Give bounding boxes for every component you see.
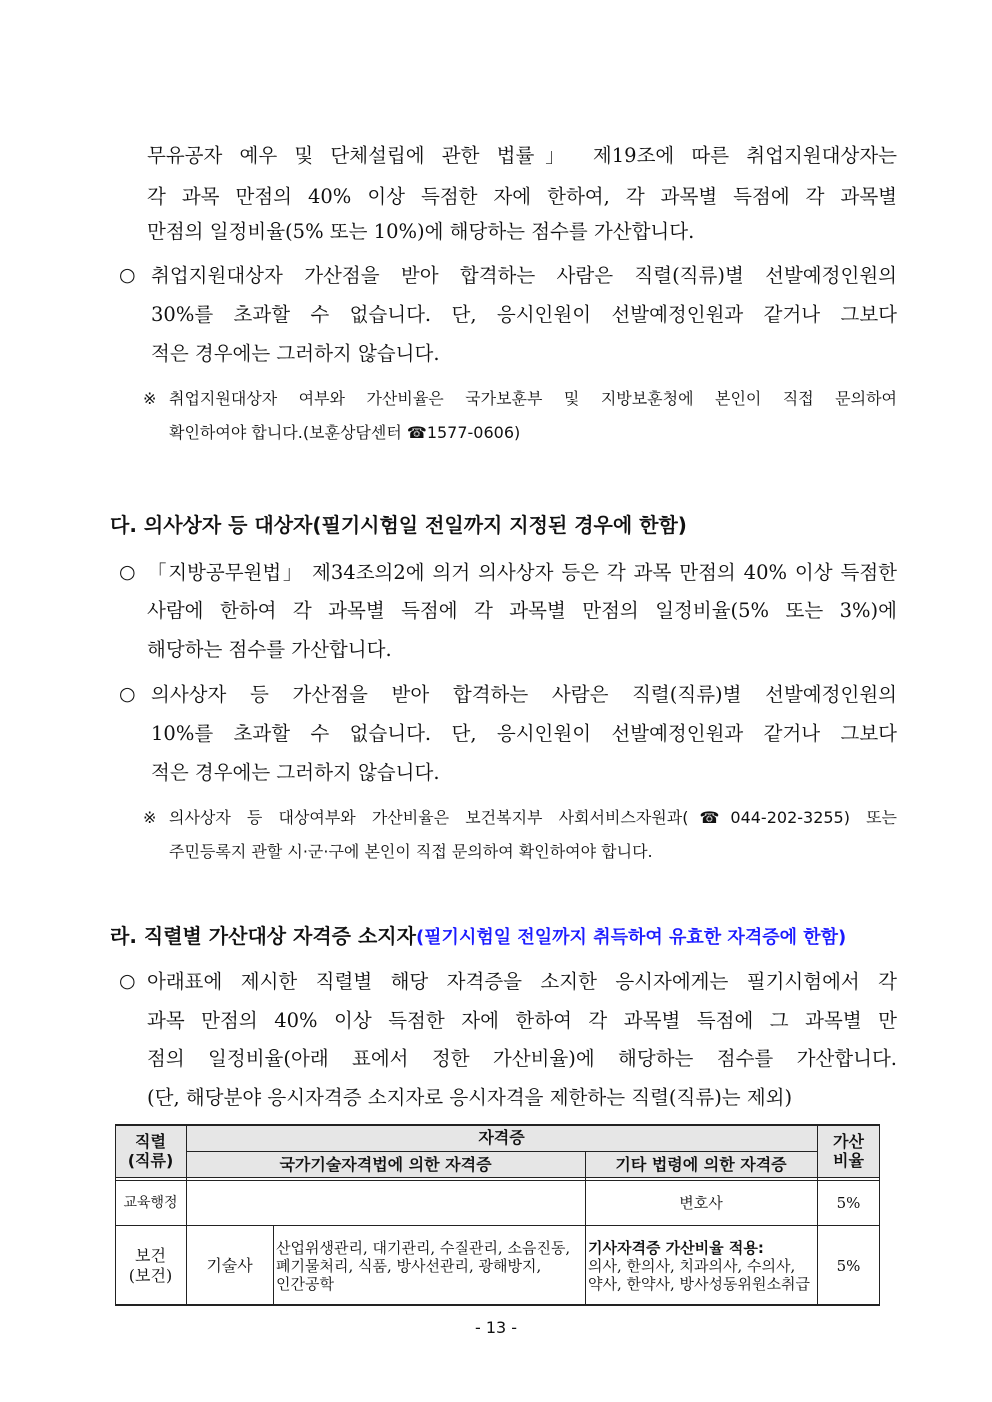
header-series-line1: 직렬: [135, 1131, 166, 1151]
header-other: 기타 법령에 의한 자격증: [585, 1151, 817, 1178]
header-ratio-line2: 비율: [833, 1151, 864, 1170]
table-line: [186, 1151, 817, 1152]
row1-series: 교육행정: [123, 1194, 178, 1211]
bullet-circle: ○: [119, 264, 136, 286]
row2-other-bold: 기사자격증 가산비율 적용:: [588, 1238, 764, 1257]
para1-line2: 각 과목 만점의 40% 이상 득점한 자에 한하여, 각 과목별 득점에 각 과목별: [147, 185, 897, 208]
table-border-top: [115, 1124, 880, 1126]
table-border-bottom: [115, 1304, 880, 1306]
para5-line1: 아래표에 제시한 직렬별 해당 자격증을 소지한 응시자에게는 필기시험에서 각: [147, 970, 897, 993]
para2-line2: 30%를 초과할 수 없습니다. 단, 응시인원이 선발예정인원과 같거나 그보다: [151, 303, 897, 326]
para5-line3: 점의 일정비율(아래 표에서 정한 가산비율)에 해당하는 점수를 가산합니다.: [147, 1047, 897, 1070]
header-ratio-line1: 가산: [833, 1131, 864, 1151]
para1-line1: 무유공자 예우 및 단체설립에 관한 법률」 제19조에 따른 취업지원대상자는: [147, 144, 897, 167]
para2-line1: 취업지원대상자 가산점을 받아 합격하는 사람은 직렬(직류)별 선발예정인원의: [151, 264, 897, 287]
table-line: [115, 1177, 880, 1178]
row1-ratio: 5%: [836, 1194, 861, 1212]
row2-national-line3: 인간공학: [276, 1274, 334, 1293]
row2-national: [273, 1225, 585, 1306]
note1-line1: 취업지원대상자 여부와 가산비율은 국가보훈부 및 지방보훈청에 본인이 직접 문의하여: [169, 389, 897, 408]
row1-national: [186, 1181, 585, 1225]
row2-series-line1: 보건: [135, 1246, 166, 1266]
note2-line2: 주민등록지 관할 시·군·구에 본인이 직접 문의하여 확인하여야 합니다.: [169, 842, 653, 861]
row2-series: [115, 1225, 186, 1306]
row2-other: [585, 1225, 817, 1306]
page-number: - 13 -: [474, 1318, 518, 1337]
para1-line3: 만점의 일정비율(5% 또는 10%)에 해당하는 점수를 가산합니다.: [147, 220, 695, 243]
table-border-left: [115, 1124, 116, 1306]
row2-national-line1: 산업위생관리, 대기관리, 수질관리, 소음진동,: [276, 1238, 571, 1257]
para4-line1: 의사상자 등 가산점을 받아 합격하는 사람은 직렬(직류)별 선발예정인원의: [151, 683, 897, 706]
note1-line2: 확인하여야 합니다.(보훈상담센터 ☎1577-0606): [169, 423, 521, 442]
bullet-circle: ○: [119, 561, 136, 583]
row2-ratio: 5%: [836, 1256, 861, 1275]
note2-line1: 의사상자 등 대상여부와 가산비율은 보건복지부 사회서비스자원과(☎044-202-3255) 또는: [169, 808, 897, 827]
para5-line4: (단, 해당분야 응시자격증 소지자로 응시자격을 제한하는 직렬(직류)는 제외): [147, 1086, 793, 1109]
para3-line2: 사람에 한하여 각 과목별 득점에 각 과목별 만점의 일정비율(5% 또는 3%)에: [147, 599, 897, 622]
row2-other-line1: 의사, 한의사, 치과의사, 수의사,: [588, 1256, 796, 1275]
section-heading-ra: [110, 926, 846, 947]
row1-other: 변호사: [679, 1194, 723, 1212]
para5-line2: 과목 만점의 40% 이상 득점한 자에 한하여 각 과목별 득점에 그 과목별 만: [147, 1009, 897, 1032]
para3-line3: 해당하는 점수를 가산합니다.: [147, 638, 392, 661]
table-line: [186, 1124, 187, 1306]
table-line: [115, 1180, 880, 1181]
table-line: [273, 1225, 274, 1306]
certificate-table: [115, 1124, 880, 1306]
header-cert: 자격증: [186, 1124, 817, 1151]
table-line: [115, 1225, 880, 1226]
bullet-circle: ○: [119, 970, 136, 992]
bullet-circle: ○: [119, 683, 136, 705]
note-mark: ※: [143, 808, 157, 827]
header-series: [115, 1124, 186, 1178]
header-ratio: [817, 1124, 880, 1178]
row2-other-line2: 약사, 한약사, 방사성동위원소취급: [588, 1274, 810, 1293]
row2-national-line2: 폐기물처리, 식품, 방사선관리, 광해방지,: [276, 1256, 542, 1275]
table-line: [817, 1124, 818, 1306]
section-heading-ra-main: 라. 직렬별 가산대상 자격증 소지자: [110, 924, 416, 948]
section-heading-ra-sub: (필기시험일 전일까지 취득하여 유효한 자격증에 한함): [415, 927, 847, 948]
para4-line2: 10%를 초과할 수 없습니다. 단, 응시인원이 선발예정인원과 같거나 그보다: [151, 722, 897, 745]
note-mark: ※: [143, 389, 157, 408]
header-series-line2: (직류): [127, 1151, 174, 1170]
para4-line3: 적은 경우에는 그러하지 않습니다.: [151, 761, 440, 784]
para3-line1: 「지방공무원법」 제34조의2에 의거 의사상자 등은 각 과목 만점의 40% 이상 득점한: [147, 561, 897, 584]
para2-line3: 적은 경우에는 그러하지 않습니다.: [151, 342, 440, 365]
header-national: 국가기술자격법에 의한 자격증: [186, 1151, 585, 1178]
section-heading-da: 다. 의사상자 등 대상자(필기시험일 전일까지 지정된 경우에 한함): [110, 513, 687, 537]
row2-grade: 기술사: [206, 1255, 253, 1275]
table-border-right: [879, 1124, 880, 1306]
row2-series-line2: (보건): [128, 1265, 173, 1285]
table-line: [585, 1151, 586, 1306]
